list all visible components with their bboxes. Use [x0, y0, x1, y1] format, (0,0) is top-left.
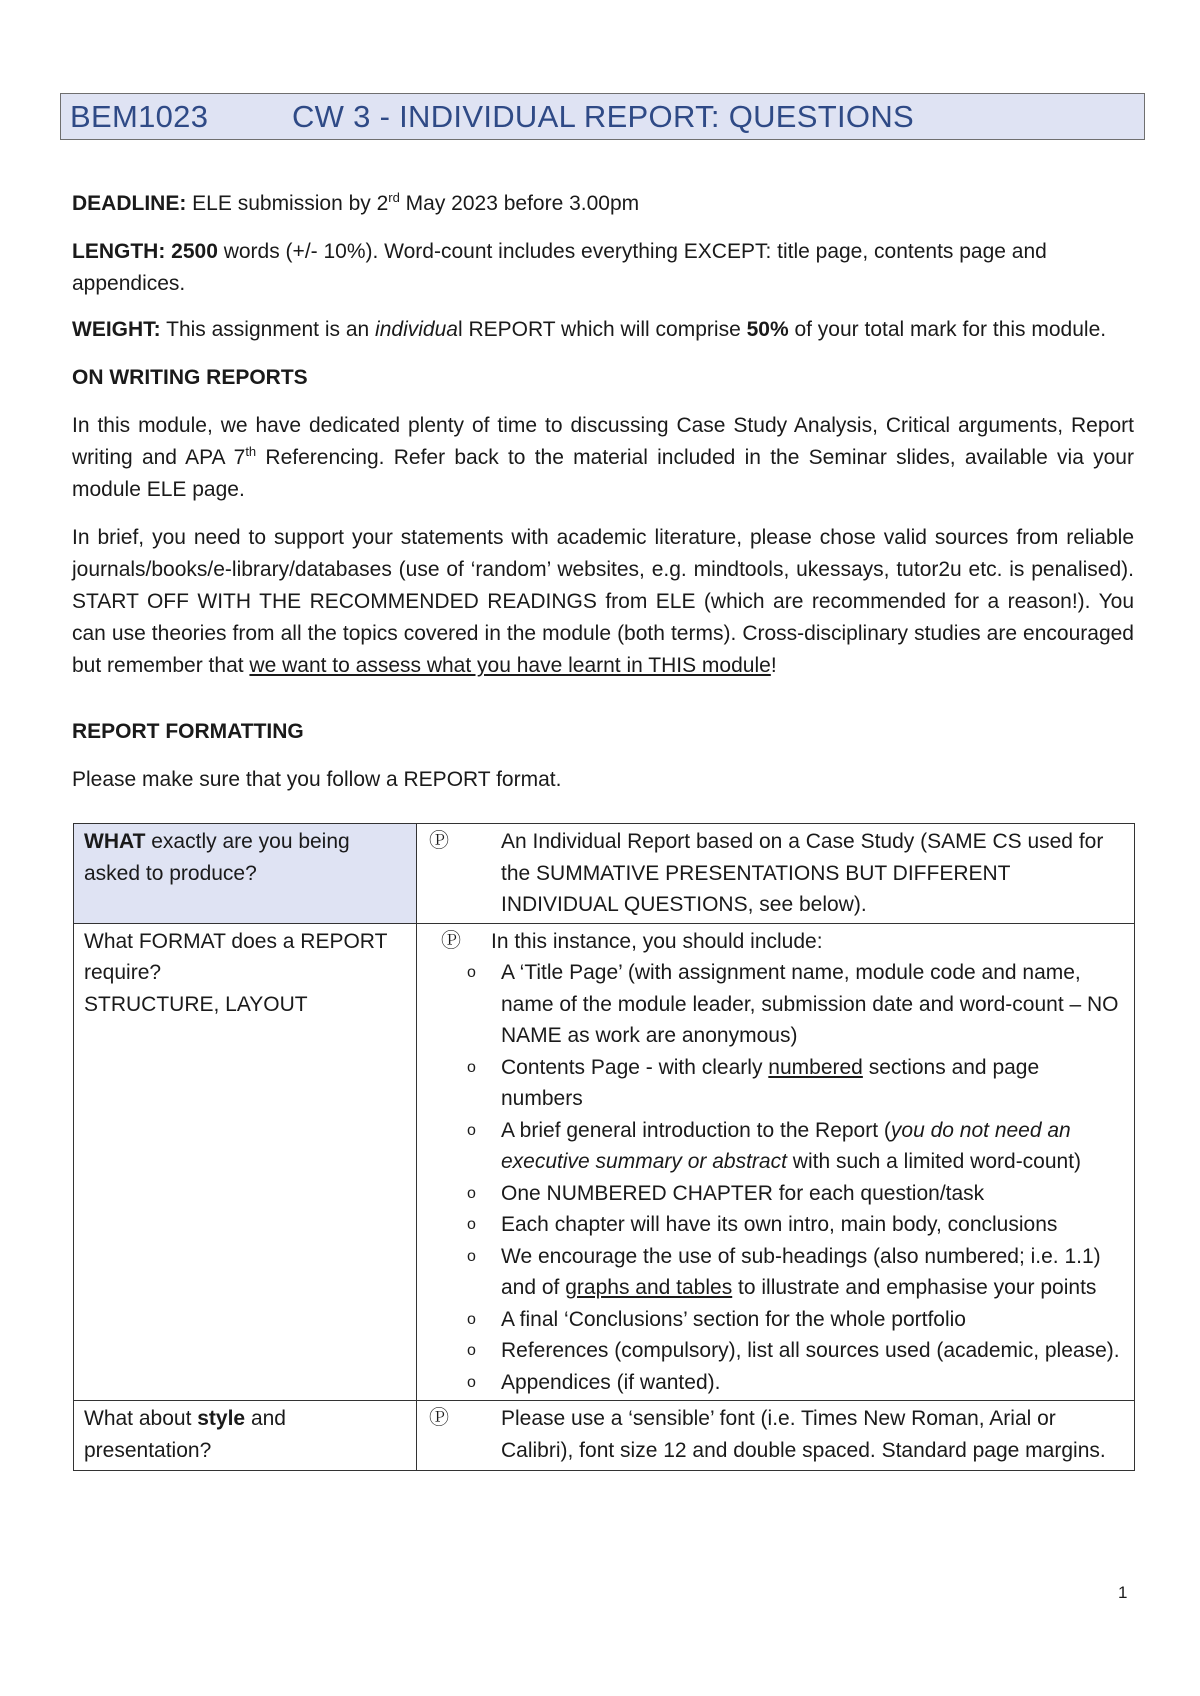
list-item-text: A final ‘Conclusions’ section for the whole portfolio — [501, 1307, 966, 1331]
deadline-label: DEADLINE: — [72, 192, 187, 215]
b3-italic: you do not need an executive summary or abstract — [501, 1118, 1071, 1173]
report-formatting-intro: Please make sure that you follow a REPORT format. — [72, 768, 562, 791]
circle-bullet-icon: o — [467, 1342, 476, 1359]
list-item-text: A ‘Title Page’ (with assignment name, module code and name, name of the module leader, submission date and word-count – NO NAME as work are anonymous) — [501, 961, 1119, 1047]
report-formatting-heading: REPORT FORMATTING — [72, 720, 304, 743]
circle-bullet-icon: o — [467, 1310, 476, 1328]
on-writing-paragraph-1 — [72, 410, 1134, 506]
row2-answer-cell — [417, 923, 1135, 1401]
circle-bullet-icon: o — [467, 1373, 476, 1391]
list-item — [429, 1209, 1126, 1241]
row1-answer-text: An Individual Report based on a Case Study (SAME CS used for the SUMMATIVE PRESENTATIONS BUT DIFFERENT INDIVIDUAL QUESTIONS, see below). — [501, 830, 1104, 916]
circle-bullet-icon: o — [467, 1058, 476, 1076]
weight-italic: individua — [375, 318, 458, 341]
arrow-bullet-icon: Ⓟ — [429, 1407, 449, 1429]
list-item-text: One NUMBERED CHAPTER for each question/task — [501, 1181, 985, 1205]
b2-text-b: sections and page numbers — [501, 1055, 1040, 1110]
table-row — [74, 824, 1135, 924]
on-writing-heading: ON WRITING REPORTS — [72, 366, 308, 389]
row1-answer — [429, 826, 1126, 921]
deadline-text-a: ELE submission by 2 — [186, 192, 389, 215]
row1-question-bold: WHAT — [84, 830, 146, 853]
list-item — [429, 1367, 1126, 1399]
deadline-sup: rd — [388, 190, 400, 205]
weight-text-c: of your total mark for this module. — [788, 318, 1107, 341]
list-item — [429, 1241, 1126, 1304]
para1-text-b: Referencing. Refer back to the material included in the Seminar slides, available via your module ELE page. — [72, 446, 1134, 501]
length-line — [72, 236, 1112, 300]
list-item — [429, 1335, 1126, 1367]
row3-question-b: and presentation? — [84, 1407, 286, 1462]
list-item-text: References (compulsory), list all sources used (academic, please). — [501, 1339, 1120, 1362]
list-item — [429, 1304, 1126, 1336]
row1-answer-cell — [417, 824, 1135, 924]
list-item — [429, 1052, 1126, 1115]
module-code: BEM1023 — [70, 98, 209, 134]
arrow-bullet-icon: Ⓟ — [441, 929, 461, 952]
row3-question-bold: style — [197, 1407, 246, 1430]
weight-text-a: This assignment is an — [160, 318, 376, 341]
row3-answer — [429, 1403, 1126, 1466]
circle-bullet-icon: o — [467, 1247, 476, 1265]
list-item-text: Appendices (if wanted). — [501, 1370, 721, 1394]
row2-intro — [429, 926, 1126, 958]
document-title: CW 3 - INDIVIDUAL REPORT: QUESTIONS — [292, 98, 914, 134]
list-item-text — [501, 1052, 1126, 1115]
row2-question-line2: STRUCTURE, LAYOUT — [84, 992, 308, 1016]
deadline-text-b: May 2023 before 3.00pm — [399, 192, 640, 215]
row1-question — [74, 824, 417, 924]
deadline-line — [72, 188, 1157, 220]
list-item-text — [501, 1241, 1126, 1304]
b6-text-b: to illustrate and emphasise your points — [732, 1276, 1097, 1299]
para2-text-a: In brief, you need to support your statements with academic literature, please chose valid sources from reliable journals/books/e-library/databases (use of ‘random’ websites, e.g. mindtools, ukessays, tutor2u etc. is penalised). START OFF WITH THE RECOMMENDED READINGS from ELE (which are recommended for a reason!). You can use theories from all the topics covered in the module (both terms). Cross-disciplinary studies are encouraged but remember that — [72, 526, 1134, 677]
weight-text-b: l REPORT which will comprise — [457, 318, 747, 341]
b2-underlined: numbered — [768, 1055, 863, 1079]
row2-question — [74, 923, 417, 1401]
list-item-text: Each chapter will have its own intro, main body, conclusions — [501, 1213, 1058, 1236]
row3-question-a: What about — [84, 1407, 198, 1430]
weight-label: WEIGHT: — [72, 318, 161, 341]
list-item — [429, 1115, 1126, 1178]
structure-list — [429, 957, 1126, 1398]
length-text: words (+/- 10%). Word-count includes everything EXCEPT: title page, contents page and appendices. — [72, 240, 1047, 295]
b3-text-a: A brief general introduction to the Report ( — [501, 1118, 891, 1142]
row2-question-line1: What FORMAT does a REPORT require? — [84, 929, 388, 984]
para2-underlined: we want to assess what you have learnt in THIS module — [249, 654, 771, 677]
circle-bullet-icon: o — [467, 964, 476, 981]
list-item — [429, 1178, 1126, 1210]
row3-answer-text: Please use a ‘sensible’ font (i.e. Times New Roman, Arial or Calibri), font size 12 and double spaced. Standard page margins. — [501, 1407, 1106, 1462]
table-row — [74, 923, 1135, 1401]
circle-bullet-icon: o — [467, 1216, 476, 1233]
b6-underlined: graphs and tables — [565, 1276, 733, 1299]
circle-bullet-icon: o — [467, 1184, 476, 1202]
table-row — [74, 1401, 1135, 1471]
para2-text-b: ! — [770, 654, 777, 677]
row3-question — [74, 1401, 417, 1471]
page-number: 1 — [1118, 1583, 1128, 1602]
row3-answer-cell — [417, 1401, 1135, 1471]
list-item-text — [501, 1115, 1126, 1178]
list-item — [429, 957, 1126, 1052]
para1-text-a: In this module, we have dedicated plenty of time to discussing Case Study Analysis, Critical arguments, Report writing and APA 7 — [72, 414, 1134, 469]
b2-text-a: Contents Page - with clearly — [501, 1055, 769, 1079]
length-label: LENGTH: 2500 — [72, 240, 218, 263]
para1-sup: th — [245, 444, 257, 459]
arrow-bullet-icon: Ⓟ — [429, 830, 449, 852]
row1-question-rest: exactly are you being asked to produce? — [84, 830, 350, 885]
weight-percent: 50% — [746, 318, 789, 341]
on-writing-paragraph-2 — [72, 522, 1134, 682]
row2-intro-text: In this instance, you should include: — [491, 929, 823, 953]
circle-bullet-icon: o — [467, 1121, 476, 1139]
b6-text-a: We encourage the use of sub-headings (also numbered; i.e. 1.1) and of — [501, 1244, 1101, 1299]
title-banner — [60, 93, 1145, 140]
format-table — [73, 823, 1135, 1471]
weight-line — [72, 314, 1157, 346]
b3-text-b: with such a limited word-count) — [786, 1150, 1082, 1173]
